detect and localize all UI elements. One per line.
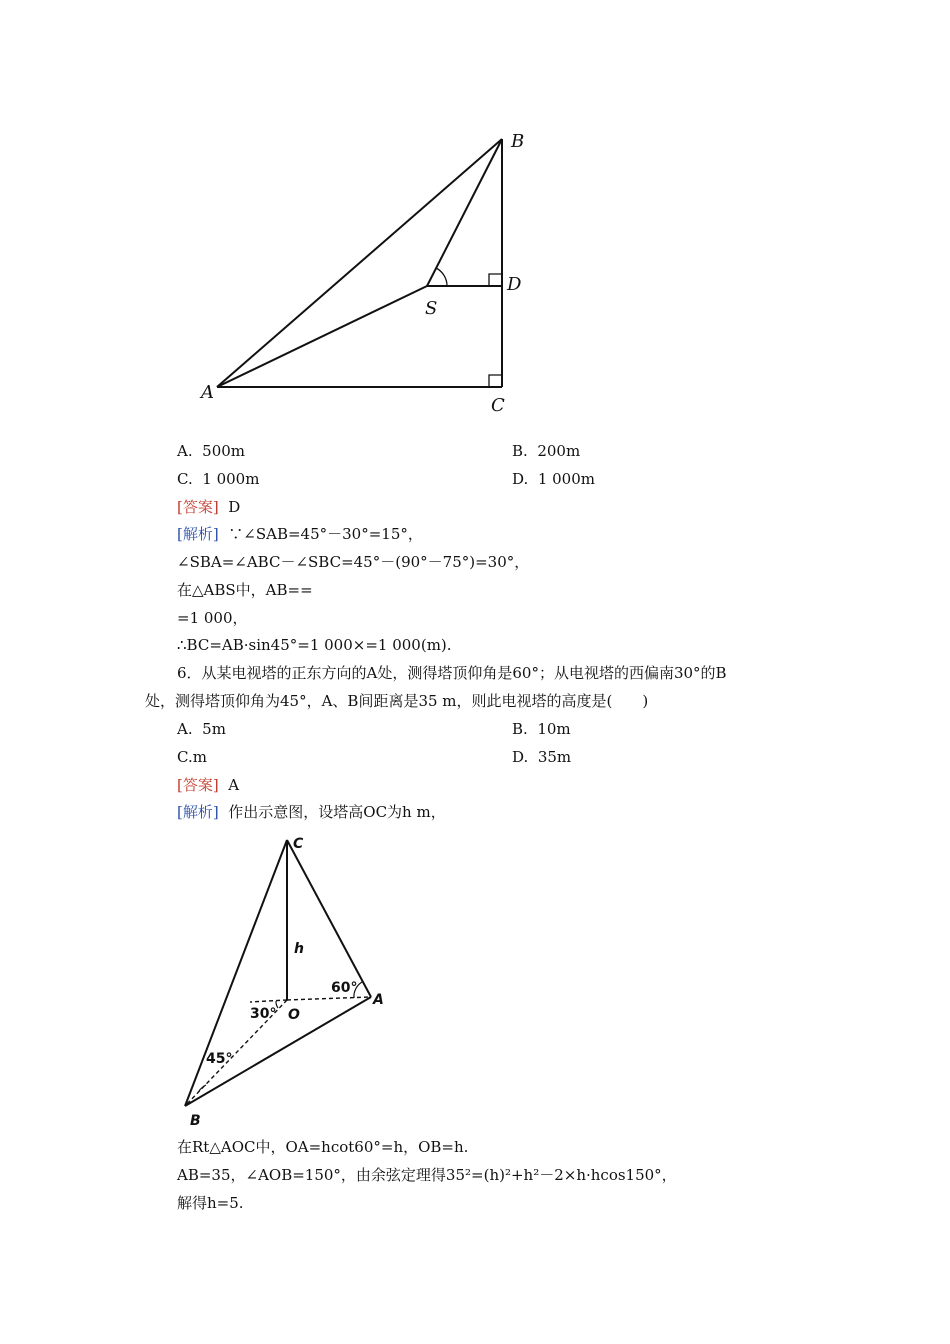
q6-analysis-intro: [解析] 作出示意图，设塔高OC为h m， [177, 803, 446, 821]
segment-BA [185, 997, 371, 1106]
angle-arc-B [199, 1085, 206, 1091]
label-C: C [293, 836, 304, 852]
q5-analysis-2: ∠SBA=∠ABC－∠SBC=45°－(90°－75°)=30°， [177, 553, 530, 571]
segment-AS [217, 286, 427, 387]
q5-analysis-1: [解析] ∵∠SAB=45°－30°=15°， [177, 525, 423, 543]
solution-line-1: 在Rt△AOC中，OA=hcot60°=h，OB=h. [177, 1138, 469, 1156]
q5-option-a: A. 500m [177, 442, 246, 460]
analysis-tag: [解析] [177, 525, 219, 543]
segment-OA [287, 997, 371, 1000]
label-D: D [507, 274, 522, 295]
solution-line-3: 解得h=5. [177, 1194, 244, 1212]
label-h: h [294, 941, 304, 957]
q6-stem-2: 处，测得塔顶仰角为45°，A、B间距离是35 m，则此电视塔的高度是( ) [145, 692, 649, 710]
label-B: B [511, 131, 525, 152]
segment-OB [185, 1000, 287, 1106]
angle-arc-S [436, 268, 447, 286]
q6-option-b: B. 10m [512, 720, 571, 738]
right-angle-mark-D [489, 274, 502, 286]
label-A: A [373, 992, 384, 1008]
label-B: B [190, 1113, 201, 1129]
q5-analysis-5: ∴BC=AB·sin45°=1 000×=1 000(m). [177, 636, 452, 654]
segment-CA [287, 840, 371, 997]
q5-answer: [答案] D [177, 498, 241, 516]
q6-option-c: C.m [177, 748, 207, 766]
angle-arc-A [354, 982, 362, 998]
segment-SB [427, 139, 502, 286]
west-direction [250, 1000, 287, 1002]
analysis-tag: [解析] [177, 803, 219, 821]
q6-stem-1: 6．从某电视塔的正东方向的A处，测得塔顶仰角是60°；从电视塔的西偏南30°的B [177, 664, 727, 682]
q5-analysis-4: =1 000， [177, 609, 248, 627]
label-S: S [425, 298, 438, 319]
label-A: A [201, 382, 214, 403]
q5-option-c: C. 1 000m [177, 470, 260, 488]
q6-answer: [答案] A [177, 776, 240, 794]
label-angle-60: 60° [331, 980, 358, 996]
q5-option-d: D. 1 000m [512, 470, 595, 488]
q6-option-a: A. 5m [177, 720, 226, 738]
q6-option-d: D. 35m [512, 748, 572, 766]
angle-arc-O [276, 1001, 278, 1008]
answer-tag: [答案] [177, 776, 219, 794]
segment-CB [185, 840, 287, 1106]
segment-AB [217, 139, 502, 387]
right-angle-mark-C [489, 375, 502, 387]
label-C: C [491, 395, 505, 416]
label-angle-30: 30° [250, 1006, 277, 1022]
figure-1-triangle [0, 0, 950, 430]
answer-tag: [答案] [177, 498, 219, 516]
solution-line-2: AB=35，∠AOB=150°，由余弦定理得35²=(h)²+h²－2×h·hcos150°， [177, 1166, 677, 1184]
label-angle-45: 45° [206, 1051, 233, 1067]
label-O: O [288, 1007, 300, 1023]
q5-analysis-3: 在△ABS中，AB== [177, 581, 313, 599]
q5-option-b: B. 200m [512, 442, 581, 460]
